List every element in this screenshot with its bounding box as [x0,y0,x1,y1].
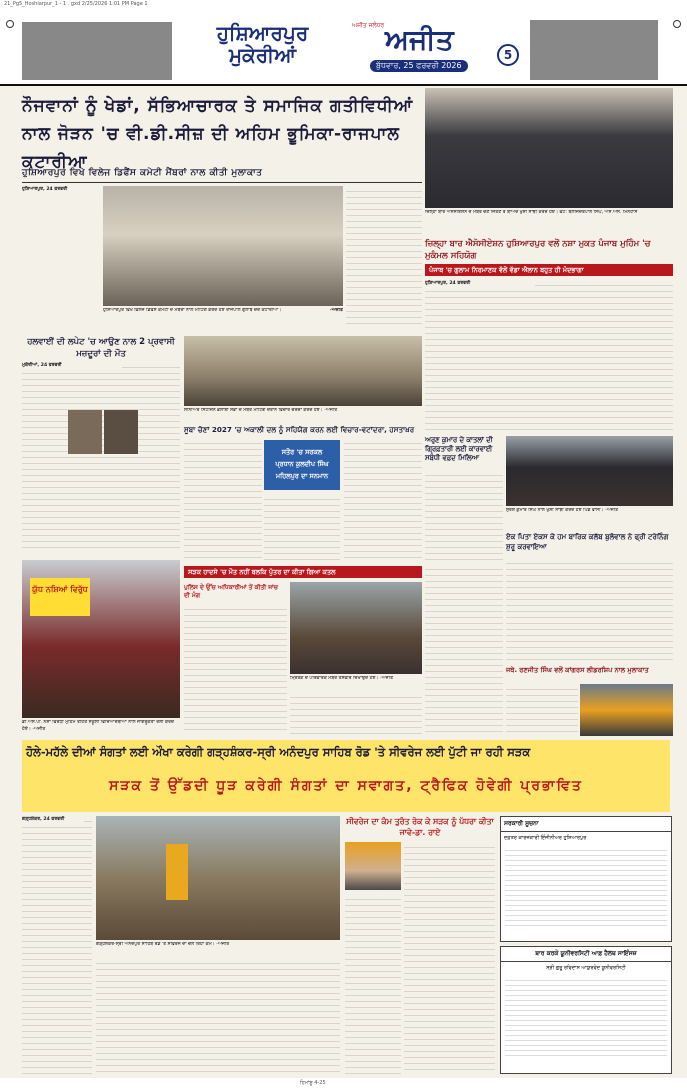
bar-association-photo [425,88,673,208]
lead-body-col3 [346,186,422,328]
meeting-body-col3 [344,438,422,562]
masthead-tag: ਅਜੀਤ ਜਲੰਧਰ [352,22,385,29]
sewer-body-col2 [96,958,340,1074]
honour-line3: ਮਹਿਲਪੁਰ ਦਾ ਸਨਮਾਨ [275,472,329,480]
meeting-caption: ਸੀਨੀਅਰ ਸਿਟੀਜ਼ਨ ਭਲਾਈ ਸਭਾ ਦੇ ਮੈਂਬਰ ਮੀਟਿੰਗ ਦੌਰਾਨ ਵਿਚਾਰ ਚਰਚਾ ਕਰਦੇ ਹੋਏ। -ਅਜੀਤ [184,408,338,413]
accident-body-2 [290,692,422,734]
lead-headline: ਨੌਜਵਾਨਾਂ ਨੂੰ ਖੇਡਾਂ, ਸੱਭਿਆਚਾਰਕ ਤੇ ਸਮਾਜਿਕ ਗਤੀਵਿਧੀਆਂ ਨਾਲ ਜੋੜਨ 'ਚ ਵੀ.ਡੀ.ਸੀਜ਼ ਦੀ ਅਹਿਮ ਭੂਮਿਕਾ-ਰਾਜਪਾਲ ਕਟਾਰੀਆ [22,96,414,172]
accident-body [184,604,287,734]
senior-citizens-meeting-photo [184,336,422,406]
accident-bullet: ਪੁਲਿਸ ਦੇ ਉੱਚ ਅਧਿਕਾਰੀਆਂ ਤੋਂ ਕੀਤੀ ਜਾਂਚ ਦੀ ਮੰਗ [184,584,278,599]
govt-notice-ad [500,816,672,942]
sewer-quote: ਸੀਵਰੇਜ ਦਾ ਕੰਮ ਤੁਰੰਤ ਰੋਕ ਕੇ ਸੜਕ ਨੂੰ ਪੱਧਰਾ ਕੀਤਾ ਜਾਵੇ-ਡਾ. ਰਾਏ [346,817,494,837]
bottom-headline: ਹੋਲੇ-ਮਹੱਲੇ ਦੀਆਂ ਸੰਗਤਾਂ ਲਈ ਔਖਾ ਕਰੇਗੀ ਗੜ੍ਹਸ਼ੰਕਰ-ਸ੍ਰੀ ਅਨੰਦਪੁਰ ਸਾਹਿਬ ਰੋਡ 'ਤੇ ਸੀਵਰੇਜ ਲਈ ਪੁੱਟੀ ਜਾ ਰਹੀ ਸੜਕ [26,745,531,759]
crop-mark [6,20,14,28]
edition-title-line2: ਮੁਕੇਰੀਆਂ [228,43,297,67]
club-headline: ਏਕ ਪਿਤਾ ਏਕਸ ਕੇ ਹਮ ਬਾਰਿਕ ਕਲੱਬ ਬੁਲੋਵਾਲ ਨੇ ਫ੍ਰੀ ਟਰੇਨਿੰਗ ਸ਼ੁਰੂ ਕਰਵਾਇਆ [506,533,669,551]
honour-line1: ਸਤੌਰ 'ਚ ਸਰਕਲ [281,448,323,456]
sewer-body-col3 [404,842,495,1074]
march-banner: ਯੁੱਧ ਨਸ਼ਿਆਂ ਵਿਰੁੱਧ [30,578,90,616]
sewer-work-photo [96,816,340,940]
issue-date: ਬੁੱਧਵਾਰ, 25 ਫਰਵਰੀ 2026 [370,60,468,72]
honour-box [264,440,340,490]
ad1-text: ਦਫ਼ਤਰ ਕਾਰਜਕਾਰੀ ਇੰਜੀਨੀਅਰ ਹੁਸ਼ਿਆਰਪੁਰ [504,835,587,841]
ad1-body [505,846,667,930]
march-caption: ਡੀ.ਐਸ.ਪੀ. ਨਸ਼ਾ ਵਿਰੋਧੀ ਮੁਹਿੰਮ ਤਹਿਤ ਸਕੂਲੀ ਵਿਦਿਆਰਥੀਆਂ ਨਾਲ ਜਾਗਰੂਕਤਾ ਰੈਲੀ ਕਰਦੇ ਹੋਏ। -ਅਜੀਤ [22,720,175,732]
excavator-shape [166,844,188,900]
bar-photo-caption: ਜ਼ਿਲ੍ਹਾ ਬਾਰ ਐਸੋਸੀਏਸ਼ਨ ਦੇ ਮੈਂਬਰ ਚੋਣ ਜਿੱਤਣ ਤੋਂ ਬਾਅਦ ਖੁਸ਼ੀ ਸਾਂਝੀ ਕਰਦੇ ਹੋਏ। ਫੋਟੋ: ਬਲਜਿੰਦਰਪਾਲ ਸਿੰਘ, ਐਸ.ਐਸ. ਮਿਨਹਾਸ [425,210,638,215]
right-body [425,564,503,734]
ad1-title: ਸਰਕਾਰੀ ਸੂਚਨਾ [501,817,671,832]
print-slug: 21_Pg5_Hoshiarpur_1 - 1 . gxd 2/25/2026 1:01 PM Page 1 [0,0,687,8]
club-photo [506,436,673,506]
death-dateline: ਮੁਕੇਰੀਆਂ, 24 ਫਰਵਰੀ [22,362,122,369]
newspaper-name: ਅਜੀਤ [385,23,454,56]
lead-dateline: ਹੁਸ਼ਿਆਰਪੁਰ, 24 ਫਰਵਰੀ [22,187,68,192]
ad2-title: ਬਾਰ ਕਰਕੇ ਯੂਨੀਵਰਸਿਟੀ ਆਫ਼ ਹੈਲਥ ਸਾਇੰਸਜ਼ [501,947,671,962]
club-caption: ਸੁਰੇਸ਼ ਕੁਮਾਰ ਸਿੰਘ ਨਾਲ ਖੁਸ਼ੀ ਸਾਂਝੀ ਕਰਦੇ ਹੋਏ ਪਿੰਡ ਵਾਸੀ। -ਅਜੀਤ [506,508,619,513]
edition-title [185,22,340,70]
lead-subhead: ਹੁਸ਼ਿਆਰਪੁਰ ਵਿਖੇ ਵਿਲੇਜ ਡਿਫੈਂਸ ਕਮੇਟੀ ਮੈਂਬਰਾਂ ਨਾਲ ਕੀਤੀ ਮੁਲਾਕਾਤ [22,168,263,178]
edition-title-line1: ਹੁਸ਼ਿਆਰਪੁਰ [216,21,309,45]
divider [22,182,422,183]
victim-photo-1 [68,410,102,454]
accident-caption: ਮ੍ਰਿਤਕ ਦੇ ਪਰਿਵਾਰਕ ਮੈਂਬਰ ਤਸਵੀਰ ਦਿਖਾਉਂਦੇ ਹੋਏ। -ਅਜੀਤ [290,676,394,681]
accident-redbar: ਸੜਕ ਹਾਦਸੇ 'ਚ ਮੌਤ ਨਹੀਂ ਬਲਕਿ ਪੁੱਤਰ ਦਾ ਕੀਤਾ ਗਿਆ ਕਤਲ [184,566,422,578]
dr-rai-photo [345,842,401,890]
victim-photo-2 [104,410,138,454]
lead-caption-text: ਹੁਸ਼ਿਆਰਪੁਰ ਵਿਖੇ ਵਿਲੇਜ ਡਿਫੈਂਸ ਕਮੇਟੀ ਦੇ ਮੈਂਬਰਾਂ ਨਾਲ ਮੀਟਿੰਗ ਕਰਦੇ ਹੋਏ ਰਾਜਪਾਲ ਗੁਲਾਬ ਚੰਦ ਕਟਾਰੀਆ। [103,308,282,313]
university-ad [500,946,672,1074]
bar-dateline: ਹੁਸ਼ਿਆਰਪੁਰ, 24 ਫਰਵਰੀ [425,280,535,287]
footer-slug: ਹਿਮਾਂਸ਼ੂ 4-25 [300,1080,326,1086]
anti-drug-march-photo [22,560,180,718]
sewer-body-col4 [345,894,401,1074]
club-body [506,558,673,662]
jathedar-photo [580,684,673,736]
lead-photo-caption [103,308,343,330]
bar-headline: ਜ਼ਿਲ੍ਹਾ ਬਾਰ ਐਸੋਸੀਏਸ਼ਨ ਹੁਸ਼ਿਆਰਪੁਰ ਵਲੋਂ ਨਸ਼ਾ ਮੁਕਤ ਪੰਜਾਬ ਮੁਹਿੰਮ 'ਚ ਮੁਕੰਮਲ ਸਹਿਯੋਗ [425,239,651,261]
death-headline: ਹਲਵਾਈਂ ਦੀ ਲਪੇਟ 'ਚ ਆਉਣ ਨਾਲ 2 ਪ੍ਰਵਾਸੀ ਮਜ਼ਦੂਰਾਂ ਦੀ ਮੌਤ [27,337,175,359]
lead-body-col1 [22,186,100,328]
bar-redbar: ਪੰਜਾਬ 'ਚ ਗੁਲਾਮ ਨਿਰਮਾਣਕ ਵੱਲੋਂ ਵੱਡਾ ਐਲਾਨ ਬਹੁਤ ਹੀ ਮੰਦਭਾਗਾ [425,264,673,276]
lead-caption-credit: -ਅਜੀਤ [329,308,343,313]
governor-meeting-photo [103,186,343,306]
meeting-headline: ਅਰੁਣ ਕੁਮਾਰ ਦੇ ਕਾਤਲਾਂ ਦੀ ਗ੍ਰਿਫ਼ਤਾਰੀ ਲਈ ਕਾਰਵਾਈ ਸਬੰਧੀ ਵਫ਼ਦ ਮਿਲਿਆ [425,436,493,462]
honour-body [264,494,340,562]
meeting-body-right [425,470,503,560]
sewer-dateline: ਗੜ੍ਹਸ਼ੰਕਰ, 24 ਫਰਵਰੀ [22,816,84,823]
ad2-text: ਸ੍ਰੀ ਗੁਰੂ ਰਵਿਦਾਸ ਆਯੁਰਵੇਦ ਯੂਨੀਵਰਸਿਟੀ [546,965,626,971]
death-body [22,362,180,552]
footer-strip [0,1078,687,1089]
meeting-body [184,438,262,562]
crop-mark [673,20,681,28]
honour-line2: ਪ੍ਰਧਾਨ ਕੁਲਦੀਪ ਸਿੰਘ [275,460,329,468]
meeting-headline2: ਸੂਬਾ ਚੋਣਾਂ 2027 'ਚ ਅਕਾਲੀ ਦਲ ਨੂੰ ਸਹਿਯੋਗ ਕਰਨ ਲਈ ਵਿਚਾਰ-ਵਟਾਂਦਰਾ, ਹਸਤਾਖ਼ਰ [184,425,415,434]
page-number: 5 [497,44,519,66]
masthead-clocktower-photo [530,20,658,80]
jathedar-body [506,684,578,736]
bottom-subhead: ਸੜਕ ਤੋਂ ਉੱਡਦੀ ਧੂੜ ਕਰੇਗੀ ਸੰਗਤਾਂ ਦਾ ਸਵਾਗਤ, ਟ੍ਰੈਫਿਕ ਹੋਵੇਗੀ ਪ੍ਰਭਾਵਿਤ [109,778,583,794]
sewer-body-col1 [22,816,92,1074]
ad2-body [505,976,667,1060]
victim-family-photo [290,582,422,674]
bar-body [425,280,673,430]
sewer-caption: ਗੜ੍ਹਸ਼ੰਕਰ-ਸ੍ਰੀ ਅਨੰਦਪੁਰ ਸਾਹਿਬ ਰੋਡ 'ਤੇ ਸੀਵਰੇਜ ਦਾ ਚੱਲ ਰਿਹਾ ਕੰਮ। -ਅਜੀਤ [96,942,230,947]
masthead-building-photo [22,22,172,80]
jathedar-headline: ਜਥੇ. ਰਣਜੀਤ ਸਿੰਘ ਵਲੋਂ ਕਾਂਗਰਸ ਲੀਡਰਸ਼ਿਪ ਨਾਲ ਮੁਲਾਕਾਤ [506,666,649,674]
